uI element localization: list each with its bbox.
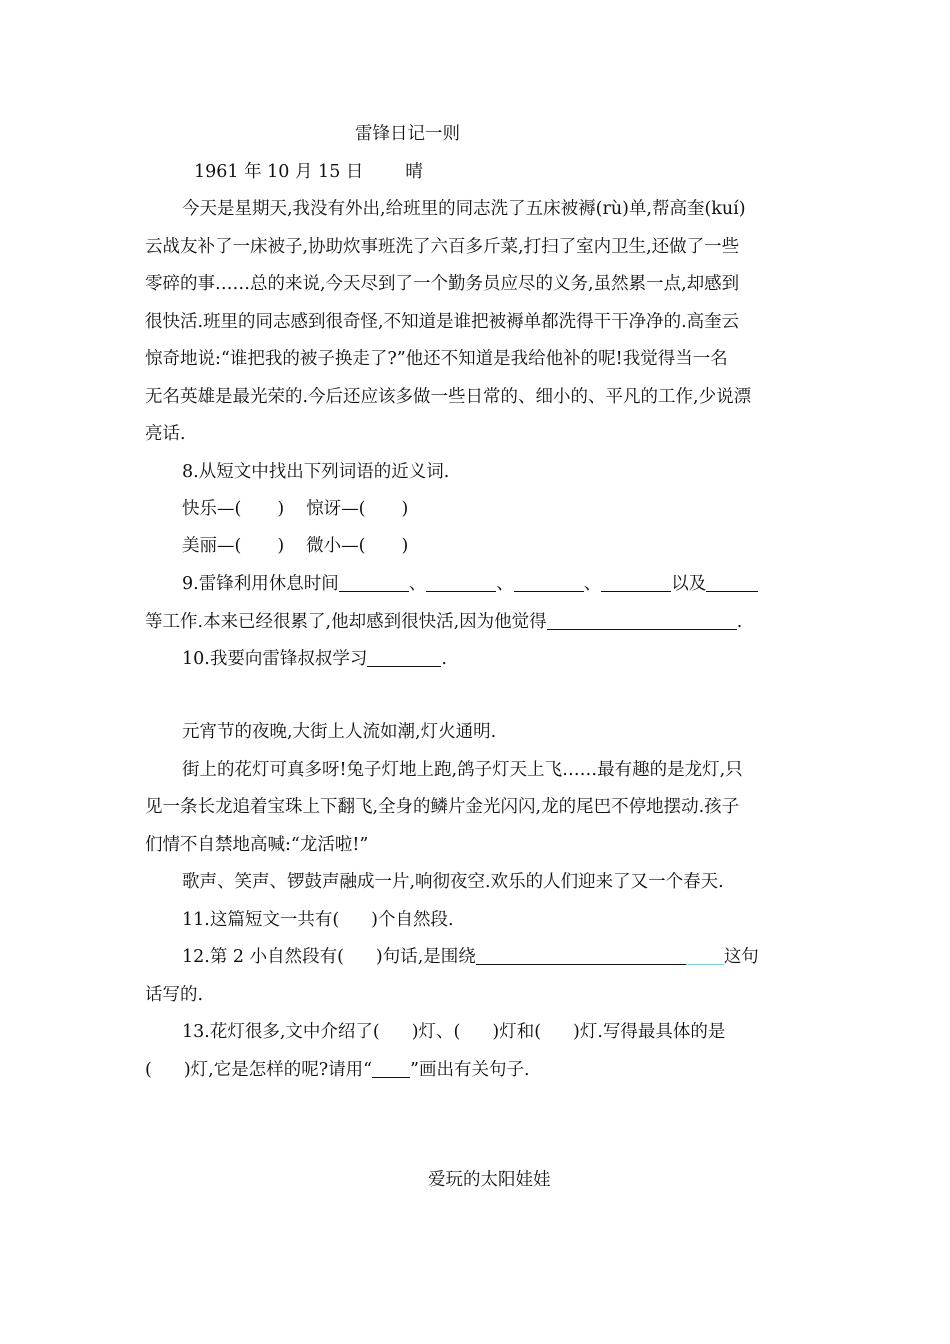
q9-blank-2[interactable]: [426, 573, 496, 592]
q8-word-weixiao: 微小—(: [306, 536, 366, 556]
passage2-line: 歌声、笑声、锣鼓声融成一片,响彻夜空.欢乐的人们迎来了又一个春天.: [182, 872, 724, 892]
q8-prompt: 8.从短文中找出下列词语的近义词.: [182, 462, 450, 482]
q9-blank-3[interactable]: [514, 573, 584, 592]
q8-word-kuaile: 快乐—(: [182, 499, 242, 519]
q8-word-meili: 美丽—(: [182, 536, 242, 556]
q9-blank-4[interactable]: [601, 573, 671, 592]
q8-row1: 快乐—( ) 惊讶—( ): [182, 499, 409, 519]
q9-blank-reason[interactable]: [547, 611, 737, 630]
q8-word-jingya: 惊讶—(: [306, 499, 366, 519]
passage1-line: 很快活.班里的同志感到很奇怪,不知道是谁把被褥单都洗得干干净净的.高奎云: [145, 312, 740, 332]
q13-line1: 13.花灯很多,文中介绍了( )灯、( )灯和( )灯.写得最具体的是: [182, 1022, 726, 1042]
q12-sentence-blank[interactable]: [476, 946, 686, 965]
passage2-line: 元宵节的夜晚,大街上人流如潮,灯火通明.: [182, 722, 497, 742]
q8-row2: 美丽—( ) 微小—( ): [182, 536, 409, 556]
passage1-line: 云战友补了一床被子,协助炊事班洗了六百多斤菜,打扫了室内卫生,还做了一些: [145, 237, 740, 257]
passage2-line: 街上的花灯可真多呀!兔子灯地上跑,鸽子灯天上飞……最有趣的是龙灯,只: [182, 760, 743, 780]
q13-line2: ( )灯,它是怎样的呢?请用“ ”画出有关句子.: [145, 1060, 530, 1080]
passage1-line: 今天是星期天,我没有外出,给班里的同志洗了五床被褥(rù)单,帮高奎(kuí): [182, 199, 746, 219]
diary-date: 1961 年 10 月 15 日: [194, 162, 364, 182]
diary-weather: 晴: [405, 162, 423, 182]
q10-prompt: 10.我要向雷锋叔叔学习: [182, 649, 368, 669]
q10-blank[interactable]: [367, 648, 441, 667]
q9-blank-1[interactable]: [339, 573, 409, 592]
q9-line1: 9.雷锋利用休息时间 、 、 、 以及: [182, 572, 815, 596]
q9-prompt: 9.雷锋利用休息时间: [182, 574, 339, 594]
q9-line2: 等工作.本来已经很累了,他却感到很快活,因为他觉得 .: [145, 612, 743, 632]
q12-line2: 话写的.: [145, 985, 204, 1005]
q10-line: 10.我要向雷锋叔叔学习 .: [182, 649, 447, 669]
passage1-line: 亮话.: [145, 424, 186, 444]
q13-underline-sample: [372, 1059, 410, 1078]
passage1-line: 零碎的事……总的来说,今天尽到了一个勤务员应尽的义务,虽然累一点,却感到: [145, 274, 740, 294]
passage2-line: 见一条长龙追着宝珠上下翻飞,全身的鳞片金光闪闪,龙的尾巴不停地摆动.孩子: [145, 797, 740, 817]
q9-blank-5[interactable]: [706, 573, 758, 592]
q11-line: 11.这篇短文一共有( )个自然段.: [182, 910, 454, 930]
diary-date-line: [194, 160, 864, 184]
passage2-line: 们情不自禁地高喊:“龙活啦!”: [145, 835, 369, 855]
passage3-title: 爱玩的太阳娃娃: [428, 1170, 551, 1190]
passage1-line: 惊奇地说:“谁把我的被子换走了?”他还不知道是我给他补的呢!我觉得当一名: [145, 349, 728, 369]
passage1-title: 雷锋日记一则: [355, 124, 460, 144]
q12-line1: 12.第 2 小自然段有( )句话,是围绕 这句: [182, 947, 759, 967]
passage1-line: 无名英雄是最光荣的.今后还应该多做一些日常的、细小的、平凡的工作,少说漂: [145, 387, 752, 407]
q12-sentence-blank-extension[interactable]: [686, 946, 724, 965]
